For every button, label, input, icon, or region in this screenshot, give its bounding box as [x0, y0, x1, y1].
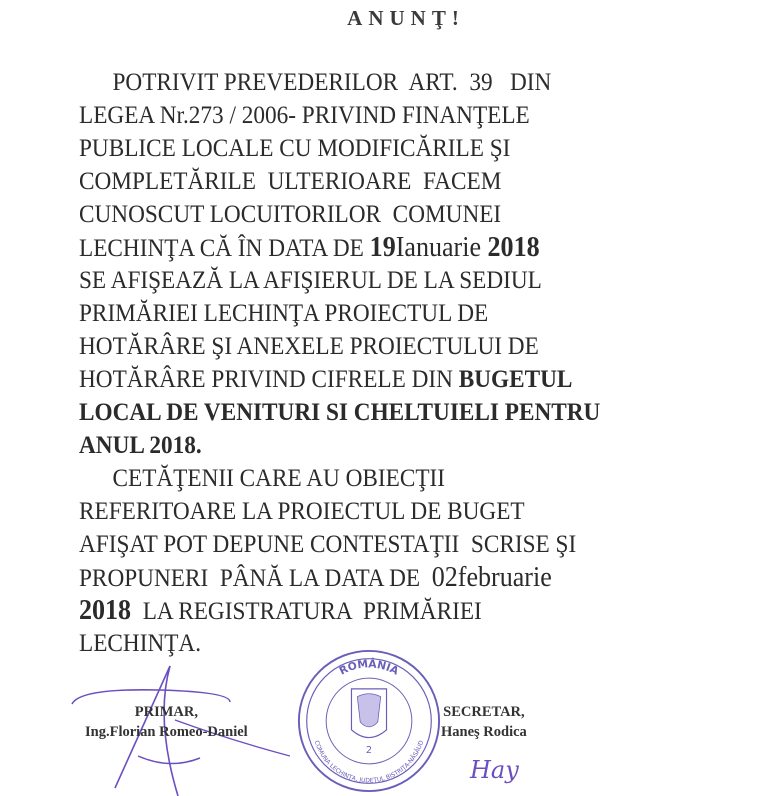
deadline-prefix: PROPUNERI PÂNĂ LA DATA DE [79, 565, 432, 592]
mayor-title: PRIMAR, [134, 704, 198, 720]
date-prefix: LECHINŢA CĂ ÎN DATA DE [79, 235, 370, 262]
body-line-bold: ANUL 2018. [79, 432, 202, 459]
notice-title: ANUNŢ! [347, 6, 465, 30]
body-line: COMPLETĂRILE ULTERIOARE FACEM [79, 168, 502, 195]
deadline-date: 02februarie [431, 562, 552, 593]
body-line: SE AFIŞEAZĂ LA AFIŞIERUL DE LA SEDIUL [79, 267, 542, 294]
notice-body [79, 66, 721, 660]
svg-text:ROMÂNIA [337, 657, 401, 678]
body-line [79, 363, 721, 396]
body-line: REFERITOARE LA PROIECTUL DE BUGET [79, 498, 525, 525]
date-month: Ianuarie [395, 232, 488, 263]
body-line: AFIŞAT POT DEPUNE CONTESTAŢII SCRISE ŞI [79, 531, 577, 558]
body-line: CETĂŢENII CARE AU OBIECŢII [112, 465, 446, 492]
date-year: 2018 [487, 232, 540, 263]
stamp-ring-text: COMUNA LECHINŢA, JUDEŢUL BISTRIŢA-NĂSĂUD [312, 739, 426, 785]
secretary-signature-block [441, 702, 527, 742]
body-line-bold: LOCAL DE VENITURI SI CHELTUIELI PENTRU [79, 399, 601, 426]
stamp-number: 2 [365, 745, 373, 757]
date-day: 19 [369, 232, 396, 263]
registry-text: LA REGISTRATURA PRIMĂRIEI [131, 598, 482, 625]
body-line [79, 594, 721, 627]
mayor-signature-block [85, 702, 248, 742]
body-line: POTRIVIT PREVEDERILOR ART. 39 DIN [112, 69, 552, 96]
mayor-name: Ing.Florian Romeo-Daniel [85, 724, 248, 740]
secretary-name: Haneş Rodica [441, 724, 527, 740]
secretary-title: SECRETAR, [443, 704, 525, 720]
body-line-date [79, 231, 721, 264]
body-line: PUBLICE LOCALE CU MODIFICĂRILE ŞI [79, 135, 511, 162]
body-line: CUNOSCUT LOCUITORILOR COMUNEI [79, 201, 502, 228]
body-line: HOTĂRÂRE ŞI ANEXELE PROIECTULUI DE [79, 333, 539, 360]
budget-bold: BUGETUL [458, 366, 573, 393]
body-line: LEGEA Nr.273 / 2006- PRIVIND FINANŢELE [79, 102, 530, 129]
official-stamp-icon [296, 648, 442, 794]
stamp-top-text: ROMÂNIA [337, 657, 401, 678]
body-line-prefix: HOTĂRÂRE PRIVIND CIFRELE DIN [79, 366, 459, 393]
body-line: LECHINŢA. [79, 630, 202, 657]
secretary-handwriting: Hay [470, 756, 519, 784]
deadline-year: 2018 [79, 595, 132, 626]
body-line-deadline [79, 561, 721, 594]
body-line: PRIMĂRIEI LECHINŢA PROIECTUL DE [79, 300, 489, 327]
